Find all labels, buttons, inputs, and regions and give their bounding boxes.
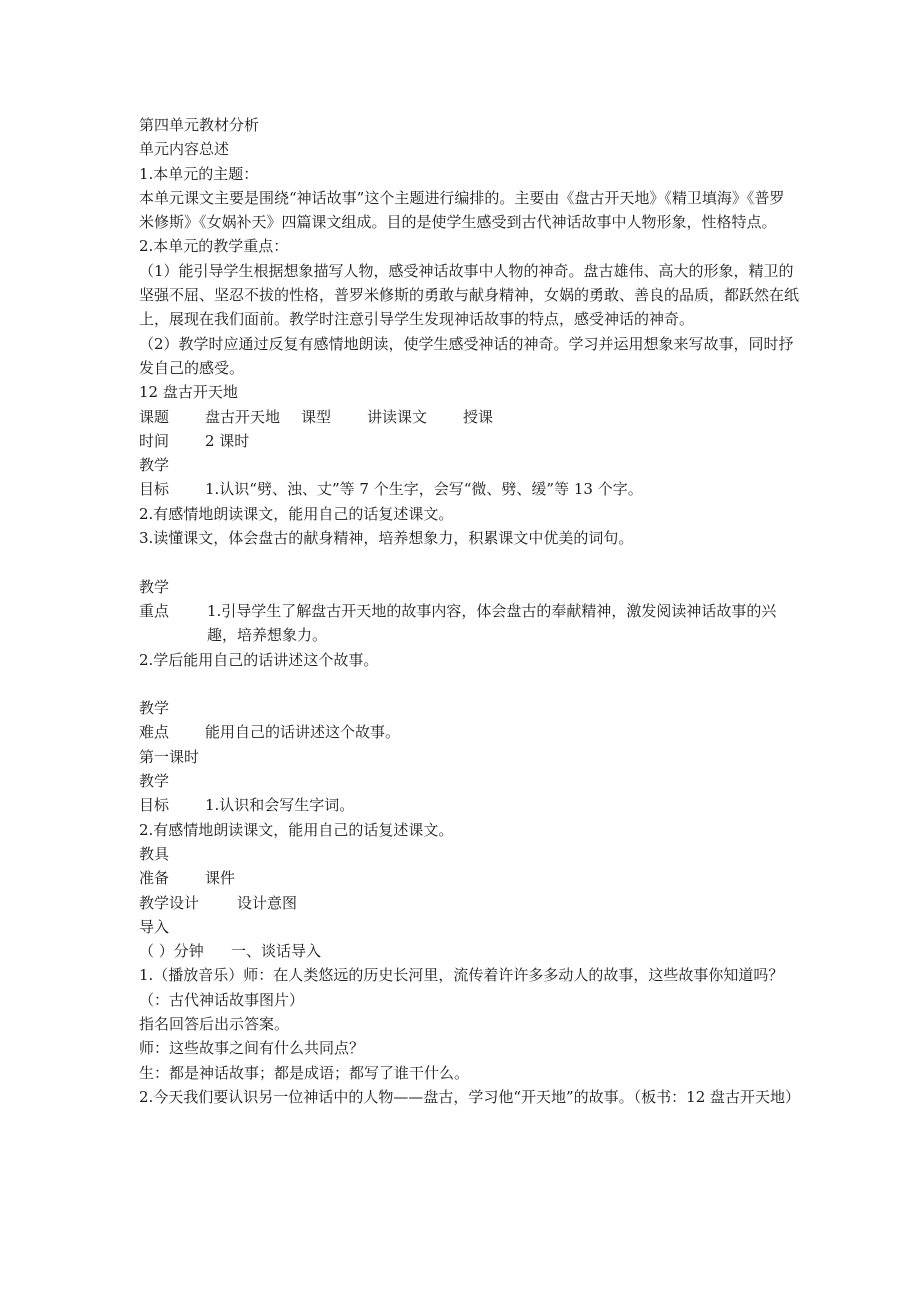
key-item-2: 2.学后能用自己的话讲述这个故事。 bbox=[139, 650, 379, 669]
theme-heading: 1.本单元的主题： bbox=[139, 164, 259, 183]
info-key-teach: 授课 bbox=[463, 407, 494, 426]
tools-value: 课件 bbox=[205, 869, 236, 888]
body-paragraph-1: 1.（播放音乐）师：在人类悠远的历史长河里，流传着许许多多动人的故事，这些故事你知道吗？（：古代神话故事图片） bbox=[139, 966, 784, 1009]
doc-title: 第四单元教材分析 bbox=[139, 116, 260, 134]
time-value: 2 课时 bbox=[205, 431, 250, 450]
document-page bbox=[139, 113, 799, 1109]
goal-label-2: 目标 bbox=[139, 480, 170, 499]
goal-item-1: 1.认识“劈、浊、丈”等 7 个生字，会写“微、劈、缓”等 13 个字。 bbox=[205, 480, 643, 499]
focus-item-1: （1）能引导学生根据想象描写人物，感受神话故事中人物的神奇。盘古雄伟、高大的形象，精卫的坚强不屈、坚忍不拔的性格，普罗米修斯的勇敢与献身精神，女娲的勇敢、善良的品质，都跃然在纸上，展现在我们面前。教学时注意引导学生发现神话故事的特点，感受神话的神奇。 bbox=[139, 261, 800, 329]
body-paragraph-3: 师：这些故事之间有什么共同点？ bbox=[139, 1039, 365, 1058]
intro-minutes: （ ）分钟 bbox=[139, 942, 204, 961]
goal2-row bbox=[139, 793, 799, 817]
theme-text: 本单元课文主要是围绕“神话故事”这个主题进行编排的。主要由《盘古开天地》《精卫填海》《普罗米修斯》《女娲补天》四篇课文组成。目的是使学生感受到古代神话故事中人物形象，性格特点。 bbox=[139, 188, 785, 232]
key-row bbox=[139, 599, 799, 648]
intro-heading: 导入 bbox=[139, 917, 170, 936]
key-label-1: 教学 bbox=[139, 577, 170, 596]
body-paragraph-2: 指名回答后出示答案。 bbox=[139, 1014, 290, 1033]
lesson-time-row bbox=[139, 429, 799, 453]
intro-line bbox=[139, 939, 799, 963]
goal2-label-2: 目标 bbox=[139, 796, 170, 815]
difficult-row bbox=[139, 720, 799, 744]
spacer bbox=[139, 672, 799, 696]
goal2-item-2: 2.有感情地朗读课文，能用自己的话复述课文。 bbox=[139, 820, 454, 839]
info-value-topic: 盘古开天地 bbox=[205, 407, 281, 426]
difficult-label-1: 教学 bbox=[139, 699, 170, 718]
goal-label-1: 教学 bbox=[139, 456, 170, 475]
goal2-label-1: 教学 bbox=[139, 772, 170, 791]
body-paragraph-5: 2.今天我们要认识另一位神话中的人物——盘古，学习他“开天地”的故事。（板书：12 盘古开天地） bbox=[139, 1087, 801, 1106]
design-row bbox=[139, 891, 799, 915]
info-value-type: 讲读课文 bbox=[367, 407, 428, 426]
difficult-label-2: 难点 bbox=[139, 723, 170, 742]
tools-label-1: 教具 bbox=[139, 844, 170, 863]
key-item-1: 1.引导学生了解盘古开天地的故事内容，体会盘古的奉献精神，激发阅读神话故事的兴趣，培养想象力。 bbox=[207, 601, 777, 645]
time-key: 时间 bbox=[139, 431, 170, 450]
focus-item-2: （2）教学时应通过反复有感情地朗读，使学生感受神话的神奇。学习并运用想象来写故事，同时抒发自己的感受。 bbox=[139, 334, 794, 377]
tools-label-2: 准备 bbox=[139, 869, 170, 888]
period-heading: 第一课时 bbox=[139, 747, 200, 766]
lesson-title: 12 盘古开天地 bbox=[139, 383, 238, 402]
overview-heading: 单元内容总述 bbox=[139, 140, 230, 159]
info-key-topic: 课题 bbox=[139, 407, 170, 426]
tools-row bbox=[139, 866, 799, 890]
goal-item-3: 3.读懂课文，体会盘古的献身精神，培养想象力，积累课文中优美的词句。 bbox=[139, 529, 634, 548]
body-paragraph-4: 生：都是神话故事；都是成语；都写了谁干什么。 bbox=[139, 1063, 470, 1082]
design-value: 设计意图 bbox=[237, 893, 298, 912]
difficult-value: 能用自己的话讲述这个故事。 bbox=[205, 723, 401, 742]
intro-section-title: 一、谈话导入 bbox=[231, 942, 322, 961]
focus-heading: 2.本单元的教学重点： bbox=[139, 237, 289, 256]
goal2-item-1: 1.认识和会写生字词。 bbox=[205, 796, 355, 815]
lesson-info-row bbox=[139, 405, 799, 429]
goal-item-2: 2.有感情地朗读课文，能用自己的话复述课文。 bbox=[139, 504, 454, 523]
spacer bbox=[139, 550, 799, 574]
goal-row bbox=[139, 477, 799, 501]
key-label-2: 重点 bbox=[139, 601, 170, 620]
design-key: 教学设计 bbox=[139, 893, 200, 912]
info-key-type: 课型 bbox=[301, 407, 332, 426]
